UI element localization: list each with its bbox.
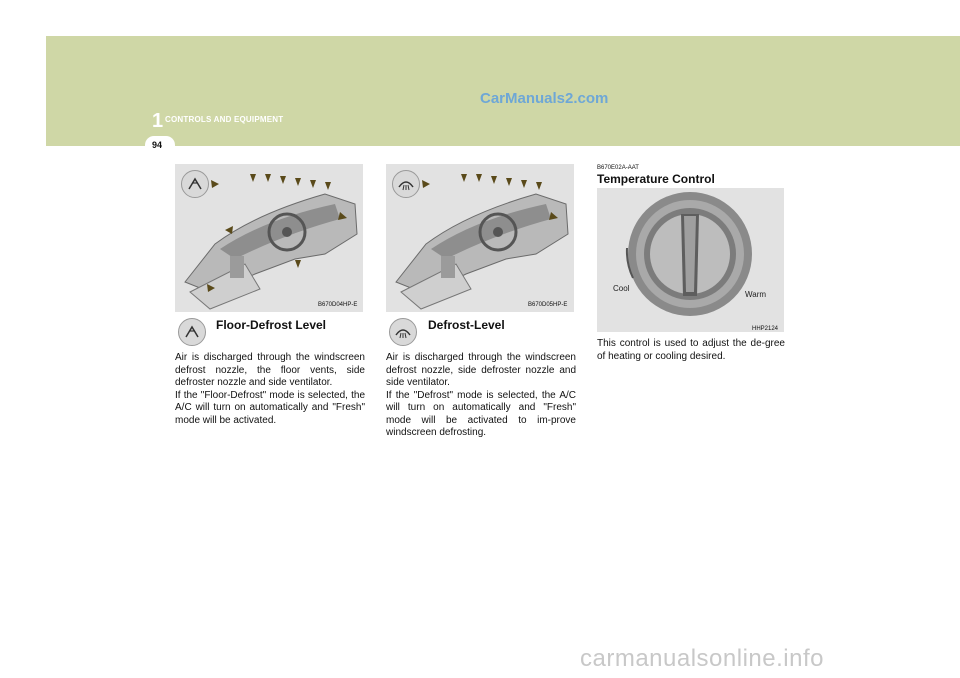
- temperature-knob-icon: [597, 188, 784, 332]
- defrost-body: [386, 352, 576, 440]
- section-code: B670E02A-AAT: [597, 165, 639, 171]
- figure-code-right: HHP2124: [752, 326, 779, 332]
- defrost-illustration: [386, 164, 574, 312]
- floor-defrost-paragraph-2: If the "Floor-Defrost" mode is selected, the A/C will turn on automatically and "Fresh" mode will be activated.: [175, 389, 365, 426]
- chapter-title: CONTROLS AND EQUIPMENT: [165, 115, 284, 124]
- floor-defrost-body: [175, 352, 365, 427]
- defrost-paragraph-1: Air is discharged through the windscreen defrost nozzle, side defroster nozzle and side ventilator.: [386, 352, 576, 388]
- knob-label-warm: Warm: [745, 290, 767, 299]
- chapter-number: 1: [152, 110, 164, 132]
- watermark-top-link[interactable]: CarManuals2.com: [480, 90, 609, 107]
- floor-defrost-mode-icon: [181, 170, 209, 198]
- floor-defrost-illustration: [175, 164, 363, 312]
- figure-code-middle: B670D05HP-E: [528, 302, 568, 308]
- page-number: 94: [152, 140, 163, 150]
- temperature-control-body: This control is used to adjust the de-gree of heating or cooling desired.: [597, 338, 785, 362]
- defrost-mode-icon: [392, 170, 420, 198]
- floor-defrost-heading-icon: [178, 318, 206, 346]
- floor-defrost-paragraph-1: Air is discharged through the windscreen defrost nozzle, the floor vents, side defroster nozzle and side ventilator.: [175, 352, 365, 388]
- temperature-knob-illustration: [597, 188, 784, 332]
- knob-label-cool: Cool: [613, 284, 630, 293]
- watermark-bottom-link[interactable]: carmanualsonline.info: [580, 645, 824, 672]
- defrost-paragraph-2: If the "Defrost" mode is selected, the A/C will turn on automatically and "Fresh" mode will be activated to im-prove windscreen defrosting.: [386, 389, 576, 438]
- defrost-heading: Defrost-Level: [428, 318, 505, 332]
- floor-defrost-heading: Floor-Defrost Level: [216, 318, 327, 332]
- defrost-heading-icon: [389, 318, 417, 346]
- temperature-control-heading: Temperature Control: [597, 172, 715, 186]
- figure-code-left: B670D04HP-E: [318, 302, 358, 308]
